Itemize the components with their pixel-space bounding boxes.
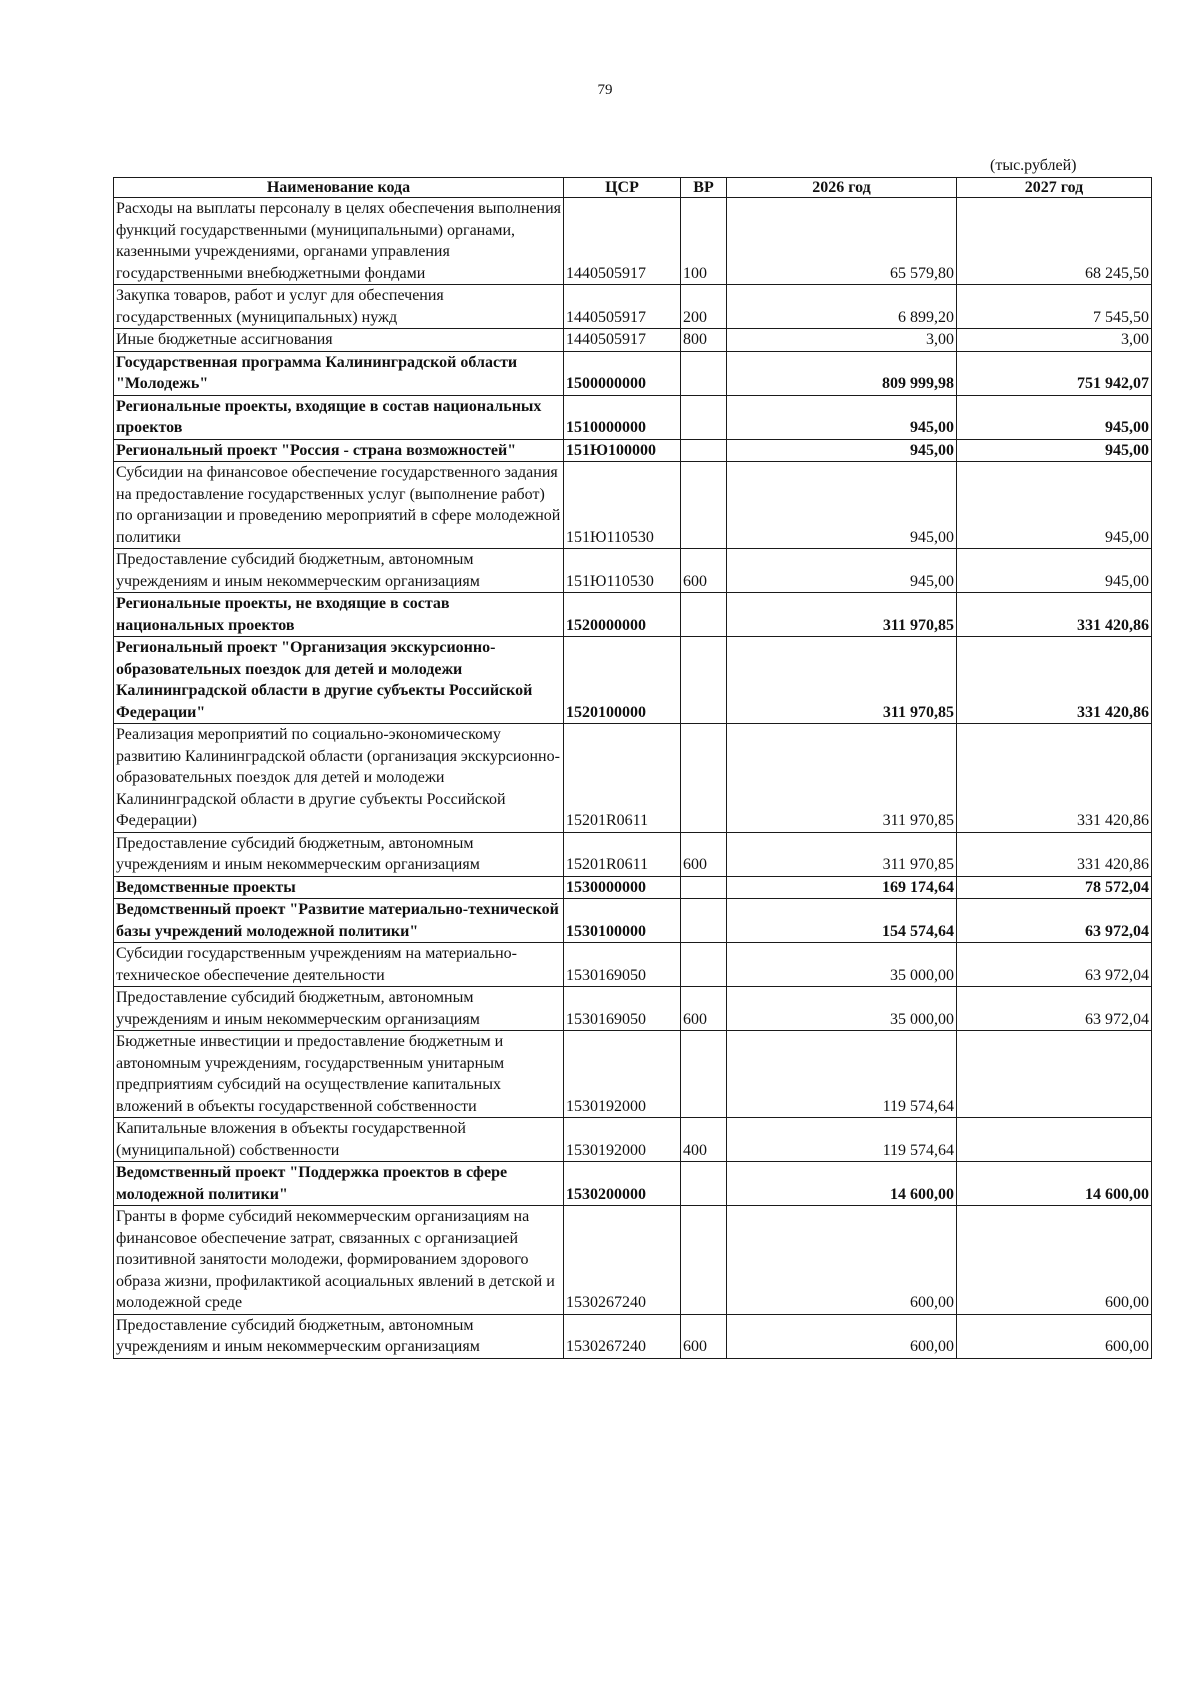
header-2026: 2026 год — [727, 178, 957, 198]
cell-csr: 1500000000 — [564, 351, 681, 395]
cell-name: Предоставление субсидий бюджетным, автономным учреждениям и иным некоммерческим организациям — [114, 987, 564, 1031]
cell-2027 — [957, 1031, 1152, 1118]
table-row — [114, 987, 1152, 1031]
header-vr: ВР — [681, 178, 727, 198]
cell-name: Капитальные вложения в объекты государственной (муниципальной) собственности — [114, 1118, 564, 1162]
cell-vr — [681, 462, 727, 549]
cell-2026: 35 000,00 — [727, 943, 957, 987]
cell-vr: 800 — [681, 329, 727, 352]
cell-vr: 400 — [681, 1118, 727, 1162]
cell-2026: 945,00 — [727, 549, 957, 593]
table-row — [114, 329, 1152, 352]
cell-name: Бюджетные инвестиции и предоставление бюджетным и автономным учреждениям, государственным унитарным предприятиям субсидий на осуществление капитальных вложений в объекты государственной собственности — [114, 1031, 564, 1118]
table-row — [114, 876, 1152, 899]
cell-vr: 200 — [681, 285, 727, 329]
cell-2026: 809 999,98 — [727, 351, 957, 395]
cell-2027: 14 600,00 — [957, 1162, 1152, 1206]
cell-2027: 945,00 — [957, 395, 1152, 439]
cell-csr: 1520000000 — [564, 593, 681, 637]
cell-name: Субсидии на финансовое обеспечение государственного задания на предоставление государственных услуг (выполнение работ) по организации и проведению мероприятий в сфере молодежной политики — [114, 462, 564, 549]
cell-csr: 1530200000 — [564, 1162, 681, 1206]
cell-csr: 151Ю110530 — [564, 462, 681, 549]
cell-vr: 600 — [681, 1314, 727, 1358]
cell-2027: 945,00 — [957, 439, 1152, 462]
cell-2026: 311 970,85 — [727, 593, 957, 637]
cell-name: Региональный проект "Организация экскурсионно-образовательных поездок для детей и молодежи Калининградской области в другие субъекты Российской Федерации" — [114, 637, 564, 724]
cell-2026: 600,00 — [727, 1314, 957, 1358]
header-csr: ЦСР — [564, 178, 681, 198]
cell-name: Региональный проект "Россия - страна возможностей" — [114, 439, 564, 462]
cell-csr: 1440505917 — [564, 329, 681, 352]
cell-2027: 600,00 — [957, 1206, 1152, 1315]
header-name: Наименование кода — [114, 178, 564, 198]
cell-2027: 331 420,86 — [957, 832, 1152, 876]
cell-name: Ведомственный проект "Поддержка проектов в сфере молодежной политики" — [114, 1162, 564, 1206]
cell-csr: 1510000000 — [564, 395, 681, 439]
cell-vr — [681, 1031, 727, 1118]
cell-csr: 1530192000 — [564, 1118, 681, 1162]
table-row — [114, 593, 1152, 637]
cell-2027: 3,00 — [957, 329, 1152, 352]
cell-2027: 63 972,04 — [957, 943, 1152, 987]
table-row — [114, 439, 1152, 462]
table-row — [114, 198, 1152, 285]
table-row — [114, 1162, 1152, 1206]
cell-csr: 1530100000 — [564, 899, 681, 943]
cell-2027: 63 972,04 — [957, 987, 1152, 1031]
cell-csr: 1530169050 — [564, 987, 681, 1031]
cell-csr: 1530169050 — [564, 943, 681, 987]
table-row — [114, 1314, 1152, 1358]
cell-2026: 945,00 — [727, 462, 957, 549]
cell-csr: 15201R0611 — [564, 724, 681, 833]
cell-2026: 945,00 — [727, 395, 957, 439]
cell-csr: 1520100000 — [564, 637, 681, 724]
cell-2026: 311 970,85 — [727, 724, 957, 833]
cell-name: Гранты в форме субсидий некоммерческим организациям на финансовое обеспечение затрат, связанных с организацией позитивной занятости молодежи, формированием здорового образа жизни, профилактикой асоциальных явлений в детской и молодежной среде — [114, 1206, 564, 1315]
cell-vr — [681, 351, 727, 395]
table-row — [114, 724, 1152, 833]
cell-vr — [681, 943, 727, 987]
cell-name: Предоставление субсидий бюджетным, автономным учреждениям и иным некоммерческим организациям — [114, 549, 564, 593]
cell-2026: 311 970,85 — [727, 832, 957, 876]
cell-2027: 945,00 — [957, 462, 1152, 549]
cell-2026: 945,00 — [727, 439, 957, 462]
table-row — [114, 285, 1152, 329]
table-row — [114, 1118, 1152, 1162]
cell-name: Предоставление субсидий бюджетным, автономным учреждениям и иным некоммерческим организациям — [114, 832, 564, 876]
units-label: (тыс.рублей) — [990, 157, 1077, 174]
cell-2027: 68 245,50 — [957, 198, 1152, 285]
cell-csr: 1440505917 — [564, 285, 681, 329]
cell-vr — [681, 593, 727, 637]
cell-name: Региональные проекты, не входящие в состав национальных проектов — [114, 593, 564, 637]
cell-2027: 945,00 — [957, 549, 1152, 593]
cell-2026: 6 899,20 — [727, 285, 957, 329]
cell-2027: 63 972,04 — [957, 899, 1152, 943]
cell-vr — [681, 637, 727, 724]
cell-vr: 600 — [681, 987, 727, 1031]
cell-vr: 100 — [681, 198, 727, 285]
cell-csr: 1440505917 — [564, 198, 681, 285]
cell-name: Субсидии государственным учреждениям на материально-техническое обеспечение деятельности — [114, 943, 564, 987]
table-row — [114, 1031, 1152, 1118]
cell-name: Ведомственный проект "Развитие материально-технической базы учреждений молодежной политики" — [114, 899, 564, 943]
cell-vr — [681, 1162, 727, 1206]
table-row — [114, 1206, 1152, 1315]
cell-name: Ведомственные проекты — [114, 876, 564, 899]
cell-2027: 751 942,07 — [957, 351, 1152, 395]
cell-2026: 119 574,64 — [727, 1118, 957, 1162]
cell-vr: 600 — [681, 549, 727, 593]
page-number: 79 — [597, 82, 613, 98]
cell-name: Региональные проекты, входящие в состав национальных проектов — [114, 395, 564, 439]
cell-csr: 151Ю100000 — [564, 439, 681, 462]
cell-2027: 331 420,86 — [957, 724, 1152, 833]
cell-vr — [681, 395, 727, 439]
cell-name: Закупка товаров, работ и услуг для обеспечения государственных (муниципальных) нужд — [114, 285, 564, 329]
table-header-row — [114, 178, 1152, 198]
cell-2026: 35 000,00 — [727, 987, 957, 1031]
cell-2026: 3,00 — [727, 329, 957, 352]
cell-2026: 154 574,64 — [727, 899, 957, 943]
cell-csr: 1530267240 — [564, 1314, 681, 1358]
cell-csr: 15201R0611 — [564, 832, 681, 876]
cell-csr: 151Ю110530 — [564, 549, 681, 593]
cell-name: Расходы на выплаты персоналу в целях обеспечения выполнения функций государственными (муниципальными) органами, казенными учреждениями, органами управления государственными внебюджетными фондами — [114, 198, 564, 285]
cell-2026: 600,00 — [727, 1206, 957, 1315]
cell-name: Предоставление субсидий бюджетным, автономным учреждениям и иным некоммерческим организациям — [114, 1314, 564, 1358]
table-row — [114, 395, 1152, 439]
cell-2026: 119 574,64 — [727, 1031, 957, 1118]
cell-vr — [681, 724, 727, 833]
cell-vr — [681, 439, 727, 462]
table-row — [114, 899, 1152, 943]
cell-2026: 14 600,00 — [727, 1162, 957, 1206]
cell-2026: 65 579,80 — [727, 198, 957, 285]
table-row — [114, 832, 1152, 876]
cell-csr: 1530192000 — [564, 1031, 681, 1118]
table-row — [114, 351, 1152, 395]
cell-name: Государственная программа Калининградской области "Молодежь" — [114, 351, 564, 395]
cell-name: Иные бюджетные ассигнования — [114, 329, 564, 352]
cell-2027 — [957, 1118, 1152, 1162]
cell-2027: 331 420,86 — [957, 637, 1152, 724]
cell-vr — [681, 899, 727, 943]
cell-2026: 169 174,64 — [727, 876, 957, 899]
cell-name: Реализация мероприятий по социально-экономическому развитию Калининградской области (организация экскурсионно-образовательных поездок для детей и молодежи Калининградской области в другие субъекты Российской Федерации) — [114, 724, 564, 833]
cell-2027: 7 545,50 — [957, 285, 1152, 329]
header-2027: 2027 год — [957, 178, 1152, 198]
budget-table — [113, 177, 1152, 1359]
table-row — [114, 549, 1152, 593]
table-row — [114, 943, 1152, 987]
table-row — [114, 462, 1152, 549]
cell-2027: 600,00 — [957, 1314, 1152, 1358]
cell-2027: 331 420,86 — [957, 593, 1152, 637]
cell-2026: 311 970,85 — [727, 637, 957, 724]
cell-csr: 1530000000 — [564, 876, 681, 899]
table-row — [114, 637, 1152, 724]
cell-2027: 78 572,04 — [957, 876, 1152, 899]
cell-vr: 600 — [681, 832, 727, 876]
cell-vr — [681, 876, 727, 899]
cell-vr — [681, 1206, 727, 1315]
cell-csr: 1530267240 — [564, 1206, 681, 1315]
